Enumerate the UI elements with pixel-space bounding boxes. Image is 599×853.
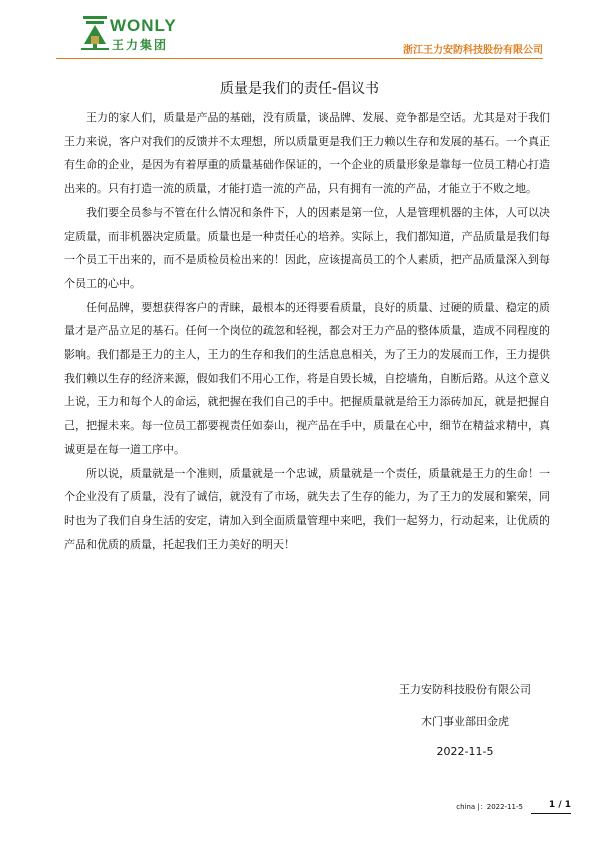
tree-logo-icon [78,14,112,52]
page-number: 1 / 1 [548,800,571,810]
signature-company: 王力安防科技股份有限公司 [399,683,531,696]
footer-divider [531,813,571,814]
signature-department: 木门事业部田金虎 [421,715,509,728]
page-footer [0,800,599,820]
document-title: 质量是我们的责任-倡议书 [219,81,380,97]
page-header [0,0,599,62]
header-divider [56,58,543,59]
footer-text: china |：2022-11-5 [456,803,523,811]
logo-text-cn: 王力集团 [112,38,169,52]
paragraph-3: 任何品牌，要想获得客户的青睐，最根本的还得要看质量，良好的质量、过硬的质量、稳定的质量才是产品立足的基石。任何一个岗位的疏忽和轻视，都会对王力产品的整体质量，造成不同程度的影响。我们都是王力的主人，王力的生存和我们的生活息息相关，为了王力的发展而工作，王力提供我们赖以生存的经济来源，假如我们不用心工作，将是自毁长城，自挖墙角，自断后路。从这个意义上说，王力和每个人的命运，就把握在我们自己的手中。把握质量就是给王力添砖加瓦，就是把握自己，把握未来。每一位员工都要视责任如泰山，视产品在手中，质量在心中，细节在精益求精中，真诚更是在每一道工序中。 [64,300,550,456]
paragraph-4: 所以说，质量就是一个准则，质量就是一个忠诚，质量就是一个责任，质量就是王力的生命！一个企业没有了质量，没有了诚信，就没有了市场，就失去了生存的能力，为了王力的发展和繁荣，同时也为了我们自身生活的安定，请加入到全面质量管理中来吧，我们一起努力，行动起来，让优质的产品和优质的质量，托起我们王力美好的明天！ [64,466,550,551]
header-company-name: 浙江王力安防科技股份有限公司 [403,45,543,56]
document-body [64,106,550,556]
wonly-logo [78,14,188,54]
paragraph-2: 我们要全员参与不管在什么情况和条件下，人的因素是第一位，人是管理机器的主体，人可以决定质量，而非机器决定质量。质量也是一种责任心的培养。实际上，我们都知道，产品质量是我们每一个员工干出来的，而不是质检员检出来的！因此，应该提高员工的个人素质，把产品质量深入到每个员工的心中。 [64,205,550,290]
paragraph-1: 王力的家人们，质量是产品的基础，没有质量，谈品牌、发展、竞争都是空话。尤其是对于我们王力来说，客户对我们的反馈并不太理想，所以质量更是我们王力赖以生存和发展的基石。一个真正有生命的企业，是因为有着厚重的质量基础作保证的，一个企业的质量形象是靠每一位员工精心打造出来的。只有打造一流的质量，才能打造一流的产品，只有拥有一流的产品，才能立于不败之地。 [64,111,550,196]
signature-date: 2022-11-5 [436,745,494,758]
logo-text-en: WONLY [110,16,177,35]
